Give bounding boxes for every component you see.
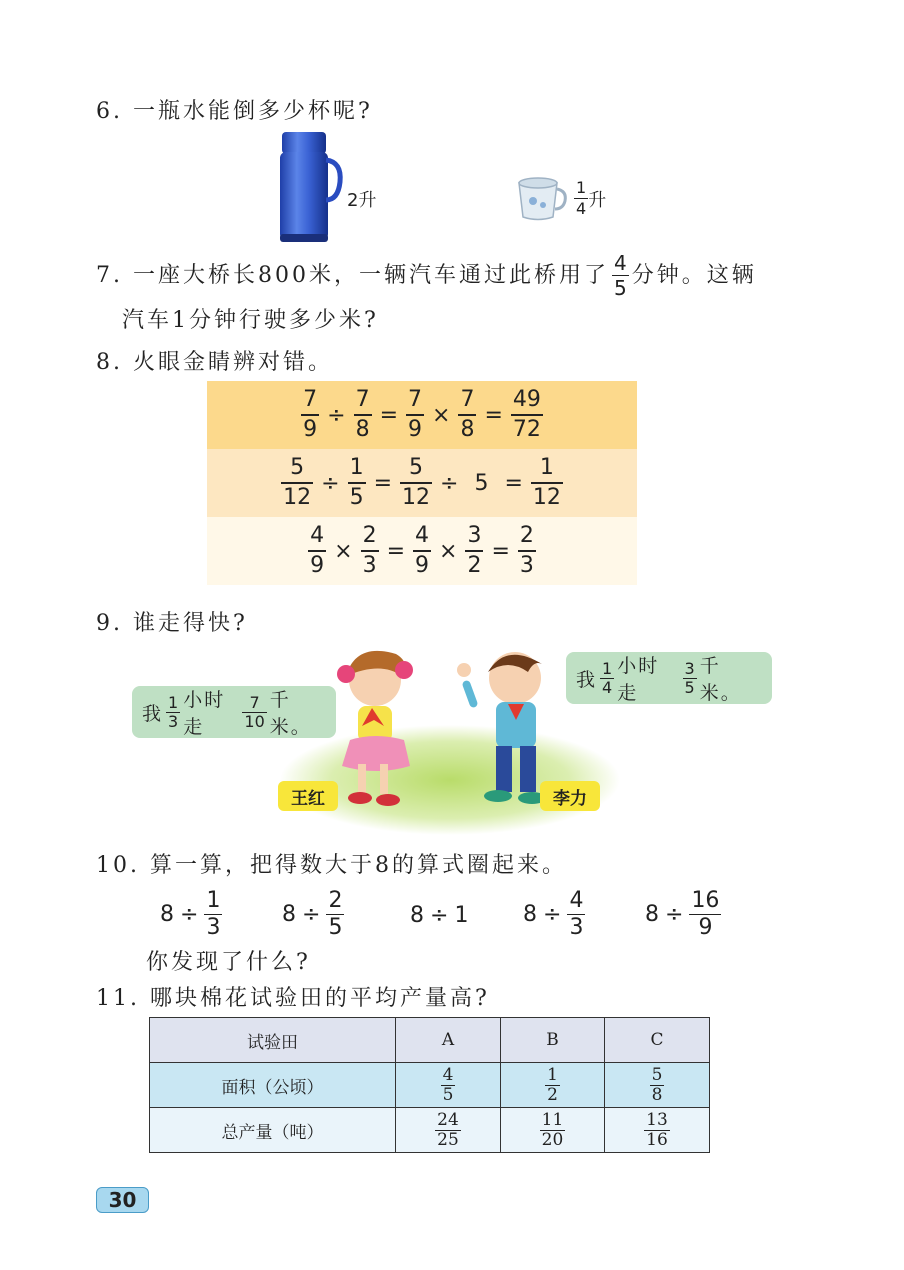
fraction xyxy=(204,890,222,939)
numerator: 7 xyxy=(303,387,318,412)
page-number: 30 xyxy=(96,1187,149,1213)
fraction xyxy=(406,389,424,441)
table-cell xyxy=(605,1108,710,1153)
denominator: 9 xyxy=(698,915,713,940)
denominator: 8 xyxy=(355,417,370,442)
fraction xyxy=(545,1064,560,1105)
numerator: 7 xyxy=(355,387,370,412)
operator: = xyxy=(491,538,510,564)
question-10: 10. 算一算，把得数大于8的算式圈起来。 xyxy=(96,853,567,878)
denominator: 3 xyxy=(362,553,377,578)
denominator: 72 xyxy=(512,417,541,442)
operator: × xyxy=(439,538,458,564)
boy-name-tag: 李力 xyxy=(540,781,600,811)
operator: 5 xyxy=(474,470,489,496)
operator: ÷ xyxy=(327,402,346,428)
table-cell xyxy=(501,1063,605,1108)
table-header-row xyxy=(150,1018,710,1063)
row-label: 面积（公顷） xyxy=(150,1063,396,1108)
fraction xyxy=(281,457,313,509)
denominator: 20 xyxy=(541,1129,564,1150)
denominator: 2 xyxy=(467,553,482,578)
fraction xyxy=(435,1109,461,1150)
division-expression: 8 ÷ $\frac{16}{9}$ xyxy=(645,888,720,940)
fraction xyxy=(354,389,372,441)
operator: = xyxy=(484,402,503,428)
table-cell xyxy=(605,1063,710,1108)
girl-speech-bubble: 我 $\frac{1}{3}$ 小时走 $\frac{7}{10}$ 千米。 xyxy=(132,686,336,738)
table-header-cell: 试验田 xyxy=(150,1018,396,1063)
fraction xyxy=(531,457,563,509)
fraction xyxy=(400,457,432,509)
numerator: 24 xyxy=(437,1109,459,1130)
denominator: 12 xyxy=(402,485,430,510)
table-cell xyxy=(396,1108,501,1153)
denominator: 16 xyxy=(646,1129,668,1150)
division-expression: 8 ÷ 1 xyxy=(410,903,469,928)
operator: ÷ xyxy=(440,470,459,496)
numerator: 4 xyxy=(442,1064,454,1085)
denominator: 5 xyxy=(349,485,364,510)
numerator: 49 xyxy=(512,387,541,412)
numerator: 2 xyxy=(362,523,377,548)
bottle-volume-label: 2升 xyxy=(347,190,377,211)
fraction xyxy=(567,890,585,939)
operator: × xyxy=(334,538,353,564)
thermos-bottle-illustration xyxy=(276,130,346,244)
numerator: 11 xyxy=(541,1109,564,1130)
division-expression: 8 ÷ $\frac{1}{3}$ xyxy=(160,888,221,940)
question-8: 8. 火眼金睛辨对错。 xyxy=(96,350,333,375)
equation-row xyxy=(207,381,637,449)
fraction xyxy=(441,1064,456,1105)
fraction xyxy=(361,525,379,577)
operator: = xyxy=(386,538,405,564)
equation-row xyxy=(207,449,637,517)
fraction xyxy=(650,1064,665,1105)
denominator: 3 xyxy=(206,915,221,940)
fraction xyxy=(689,890,721,939)
division-expression: 8 ÷ $\frac{4}{3}$ xyxy=(523,888,584,940)
denominator: 9 xyxy=(303,417,318,442)
denominator: 9 xyxy=(310,553,325,578)
fraction xyxy=(348,457,366,509)
operator: ÷ xyxy=(321,470,340,496)
cotton-field-table xyxy=(149,1017,710,1153)
fraction xyxy=(511,389,543,441)
table-cell xyxy=(396,1063,501,1108)
operator: = xyxy=(379,402,398,428)
table-cell xyxy=(501,1108,605,1153)
row-label: 总产量（吨） xyxy=(150,1108,396,1153)
denominator: 25 xyxy=(437,1129,459,1150)
operator: × xyxy=(432,402,451,428)
question-7-line1: 7. 一座大桥长800米，一辆汽车通过此桥用了 $\frac{4}{5}$ 分钟。这辆 xyxy=(96,251,757,300)
question-6: 6. 一瓶水能倒多少杯呢? xyxy=(96,99,373,124)
fraction xyxy=(458,389,476,441)
denominator: 9 xyxy=(408,417,422,442)
numerator: 3 xyxy=(467,523,482,548)
operator: = xyxy=(373,470,392,496)
numerator: 5 xyxy=(290,455,305,480)
numerator: 7 xyxy=(408,387,422,412)
denominator: 9 xyxy=(415,553,429,578)
equation-row xyxy=(207,517,637,585)
denominator: 12 xyxy=(283,485,312,510)
numerator: 1 xyxy=(349,455,364,480)
question-7-line2: 汽车1分钟行驶多少米? xyxy=(122,308,379,333)
question-9: 9. 谁走得快? xyxy=(96,611,248,636)
operator: = xyxy=(504,470,523,496)
numerator: 1 xyxy=(539,455,554,480)
denominator: 8 xyxy=(460,417,475,442)
numerator: 4 xyxy=(310,523,325,548)
fraction xyxy=(465,525,483,577)
cup-volume-label: $\frac{1}{4}$ 升 xyxy=(576,178,607,218)
cup-illustration xyxy=(515,175,571,223)
numerator: 1 xyxy=(547,1064,558,1085)
fraction xyxy=(326,890,344,939)
denominator: 3 xyxy=(519,553,534,578)
denominator: 12 xyxy=(532,485,561,510)
fraction xyxy=(540,1109,566,1150)
table-row-total xyxy=(150,1108,710,1153)
numerator: 2 xyxy=(328,888,343,913)
numerator: 4 xyxy=(569,888,584,913)
numerator: 1 xyxy=(206,888,221,913)
fraction xyxy=(413,525,431,577)
numerator: 13 xyxy=(646,1109,668,1130)
question-11: 11. 哪块棉花试验田的平均产量高? xyxy=(96,986,490,1011)
fraction xyxy=(308,525,326,577)
numerator: 5 xyxy=(409,455,423,480)
numerator: 16 xyxy=(691,888,720,913)
table-header-cell: B xyxy=(501,1018,605,1063)
fraction xyxy=(301,389,319,441)
denominator: 3 xyxy=(569,915,584,940)
table-header-cell: A xyxy=(396,1018,501,1063)
numerator: 5 xyxy=(651,1064,663,1085)
division-expression: 8 ÷ $\frac{2}{5}$ xyxy=(282,888,343,940)
numerator: 2 xyxy=(519,523,534,548)
denominator: 5 xyxy=(442,1084,454,1105)
table-header-cell: C xyxy=(605,1018,710,1063)
girl-name-tag: 王红 xyxy=(278,781,338,811)
denominator: 8 xyxy=(651,1084,663,1105)
question-10-followup: 你发现了什么? xyxy=(146,950,311,975)
boy-speech-bubble: 我 $\frac{1}{4}$ 小时走 $\frac{3}{5}$ 千米。 xyxy=(566,652,772,704)
numerator: 4 xyxy=(415,523,429,548)
numerator: 7 xyxy=(460,387,475,412)
fraction xyxy=(644,1109,670,1150)
denominator: 2 xyxy=(547,1084,558,1105)
denominator: 5 xyxy=(328,915,343,940)
fraction xyxy=(518,525,536,577)
table-row-area xyxy=(150,1063,710,1108)
